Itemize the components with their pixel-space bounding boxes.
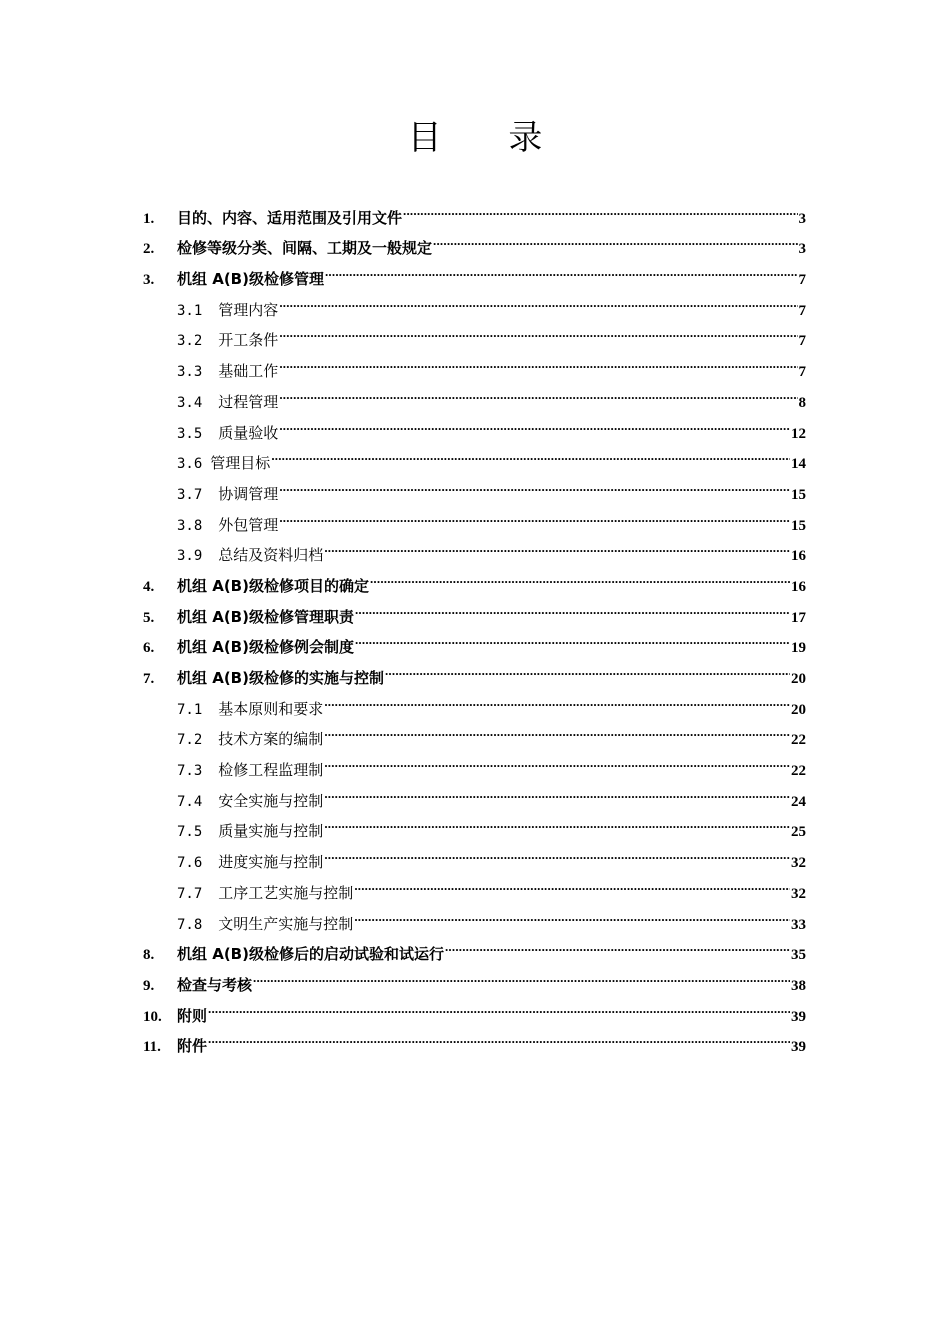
toc-entry-label: 附件: [177, 1037, 208, 1056]
toc-entry-label: 协调管理: [218, 484, 279, 503]
toc-entry-number: 8.: [143, 947, 155, 964]
toc-dot-leader: [324, 836, 790, 867]
toc-entry-number: 2.: [143, 241, 155, 258]
toc-entry-label: 工序工艺实施与控制: [218, 883, 354, 902]
toc-entry-page-number: 25: [791, 824, 806, 841]
toc-entry[interactable]: [143, 1021, 806, 1056]
toc-entry-page-number: 20: [791, 671, 806, 687]
toc-entry-number: 7.8: [177, 916, 203, 933]
toc-entry-label: 机组 A(B)级检修管理职责: [177, 607, 354, 626]
toc-entry-number: 3.8: [177, 517, 203, 534]
toc-entry-number: 3.7: [177, 486, 203, 503]
toc-entry-label: 文明生产实施与控制: [218, 914, 354, 933]
toc-entry-number: 3.9: [177, 548, 203, 565]
toc-entry-page-number: 32: [791, 855, 806, 872]
toc-entry-label: 机组 A(B)级检修后的启动试验和试运行: [177, 945, 444, 964]
toc-entry-page-number: 15: [791, 486, 806, 503]
toc-entry-label: 机组 A(B)级检修管理: [177, 270, 324, 289]
toc-entry-label: 管理内容: [218, 300, 279, 319]
toc-dot-leader: [279, 345, 797, 376]
toc-entry-number: 3.1: [177, 302, 203, 319]
toc-entry-number: 3.5: [177, 425, 203, 442]
toc-entry-page-number: 7: [798, 364, 806, 381]
toc-entry-number: 7.: [143, 671, 155, 687]
toc-entry-label: 检修工程监理制: [218, 761, 324, 780]
toc-entry-label: 安全实施与控制: [218, 791, 324, 810]
toc-entry-label: 机组 A(B)级检修例会制度: [177, 638, 354, 657]
toc-dot-leader: [324, 744, 790, 775]
toc-dot-leader: [208, 990, 790, 1021]
toc-dot-leader: [279, 315, 797, 346]
toc-entry-page-number: 16: [791, 578, 806, 595]
toc-entry-page-number: 15: [791, 517, 806, 534]
toc-entry-label: 检修等级分类、间隔、工期及一般规定: [177, 239, 433, 258]
toc-entry[interactable]: [143, 192, 806, 227]
toc-dot-leader: [433, 223, 797, 254]
toc-entry-number: 10.: [143, 1008, 162, 1025]
toc-dot-leader: [279, 468, 790, 499]
toc-title: 目 录: [407, 118, 571, 158]
toc-entry-label: 机组 A(B)级检修的实施与控制: [177, 669, 384, 687]
toc-dot-leader: [279, 376, 797, 407]
toc-entry-label: 过程管理: [218, 392, 279, 411]
toc-dot-leader: [445, 929, 790, 960]
toc-entry-page-number: 32: [791, 885, 806, 902]
toc-dot-leader: [253, 959, 790, 990]
toc-entry-number: 4.: [143, 578, 155, 595]
toc-entry-page-number: 3: [798, 210, 806, 227]
toc-entry[interactable]: [143, 990, 806, 1025]
toc-dot-leader: [279, 499, 790, 530]
toc-entry-label: 外包管理: [218, 515, 279, 534]
toc-entry-page-number: 16: [791, 548, 806, 565]
toc-entry-page-number: 8: [798, 394, 806, 411]
toc-dot-leader: [385, 652, 790, 683]
toc-entry-page-number: 17: [791, 609, 806, 626]
toc-entry-page-number: 3: [798, 241, 806, 258]
toc-dot-leader: [324, 806, 790, 837]
toc-entry-number: 7.5: [177, 824, 203, 841]
toc-entry-page-number: 7: [798, 272, 806, 289]
toc-entry-label: 基本原则和要求: [218, 699, 324, 718]
toc-entry-number: 7.1: [177, 701, 203, 718]
toc-entry-label: 质量实施与控制: [218, 822, 324, 841]
toc-dot-leader: [324, 530, 790, 561]
toc-entry-number: 5.: [143, 609, 155, 626]
toc-entry-page-number: 35: [791, 947, 806, 964]
toc-entry-page-number: 39: [791, 1039, 806, 1056]
toc-entry-label: 检查与考核: [177, 975, 253, 994]
table-of-contents: [143, 192, 806, 1056]
toc-entry-page-number: 20: [791, 701, 806, 718]
toc-entry-number: 3.2: [177, 333, 203, 350]
toc-entry-number: 7.7: [177, 885, 203, 902]
toc-dot-leader: [325, 253, 798, 284]
toc-entry-label: 质量验收: [218, 423, 279, 442]
toc-dot-leader: [279, 284, 797, 315]
toc-entry-number: 3.: [143, 272, 155, 289]
toc-dot-leader: [370, 560, 790, 591]
toc-entry-label: 管理目标: [210, 454, 271, 473]
toc-dot-leader: [354, 898, 790, 929]
toc-entry-label: 基础工作: [218, 362, 279, 381]
toc-dot-leader: [403, 192, 797, 223]
toc-dot-leader: [324, 714, 790, 745]
toc-entry-number: 1.: [143, 210, 155, 227]
toc-entry-page-number: 12: [791, 425, 806, 442]
toc-dot-leader: [355, 591, 790, 622]
toc-entry-label: 附则: [177, 1006, 208, 1025]
toc-dot-leader: [279, 407, 790, 438]
toc-entry-page-number: 24: [791, 793, 806, 810]
toc-entry-number: 11.: [143, 1039, 161, 1056]
toc-entry-page-number: 22: [791, 732, 806, 749]
toc-entry-label: 技术方案的编制: [218, 730, 324, 749]
toc-entry-label: 总结及资料归档: [218, 546, 324, 565]
toc-entry-page-number: 22: [791, 763, 806, 780]
toc-dot-leader: [354, 867, 790, 898]
toc-entry-page-number: 39: [791, 1008, 806, 1025]
toc-entry-page-number: 19: [791, 640, 806, 657]
toc-dot-leader: [271, 438, 790, 469]
toc-entry-page-number: 7: [798, 333, 806, 350]
toc-dot-leader: [208, 1021, 790, 1052]
toc-entry-number: 3.4: [177, 394, 203, 411]
toc-entry-number: 9.: [143, 977, 155, 994]
toc-entry-page-number: 33: [791, 916, 806, 933]
toc-entry-label: 开工条件: [218, 331, 279, 350]
toc-dot-leader: [324, 683, 790, 714]
toc-entry-number: 3.3: [177, 364, 203, 381]
toc-entry-number: 7.6: [177, 855, 203, 872]
toc-entry-label: 进度实施与控制: [218, 853, 324, 872]
toc-entry-label: 目的、内容、适用范围及引用文件: [177, 208, 403, 227]
toc-entry-number: 7.4: [177, 793, 203, 810]
toc-dot-leader: [355, 622, 790, 653]
toc-entry-number: 3.6: [177, 456, 203, 473]
toc-entry-page-number: 38: [791, 977, 806, 994]
toc-entry-page-number: 7: [798, 302, 806, 319]
toc-entry-number: 7.3: [177, 763, 203, 780]
toc-entry-number: 7.2: [177, 732, 203, 749]
toc-dot-leader: [324, 775, 790, 806]
toc-entry-page-number: 14: [791, 456, 806, 473]
toc-entry-label: 机组 A(B)级检修项目的确定: [177, 576, 369, 595]
toc-entry-number: 6.: [143, 640, 155, 657]
